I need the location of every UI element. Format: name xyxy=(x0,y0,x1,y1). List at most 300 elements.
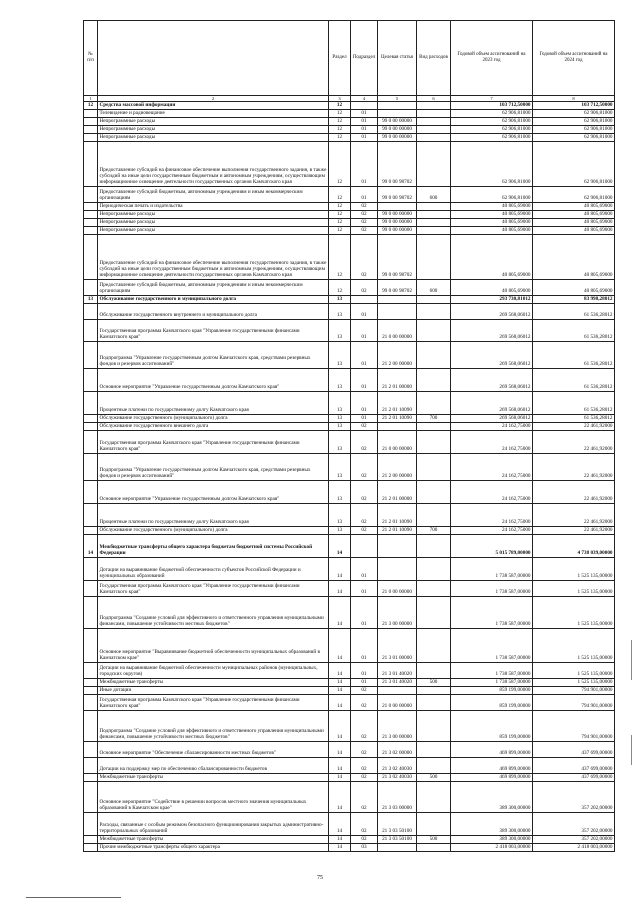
row-number-cell xyxy=(84,758,98,774)
row-volume-2023-cell: 62 906,81000 xyxy=(451,187,533,203)
header-razdel: Раздел xyxy=(329,21,351,96)
row-name-cell: Непрограммные расходы xyxy=(98,211,329,219)
row-target-article-cell: 21 2 01 10090 xyxy=(378,504,417,527)
row-volume-2023-cell: 2 418 003,00000 xyxy=(451,844,533,852)
row-volume-2024-cell: 22 461,92000 xyxy=(533,423,615,431)
table-row xyxy=(84,142,615,187)
row-razdel-cell: 14 xyxy=(329,597,351,629)
row-name-cell: Дотации на поддержку мер по обеспечению сбалансированности бюджетов xyxy=(98,758,329,774)
row-target-article-cell xyxy=(378,423,417,431)
row-number-cell: 12 xyxy=(84,102,98,110)
row-target-article-cell xyxy=(378,203,417,211)
table-row xyxy=(84,454,615,481)
row-name-cell: Периодическая печать и издательства xyxy=(98,203,329,211)
column-number: 6 xyxy=(417,96,451,102)
row-podrazdel-cell: 01 xyxy=(351,320,378,342)
row-target-article-cell xyxy=(378,110,417,118)
row-name-cell: Непрограммные расходы xyxy=(98,227,329,235)
row-podrazdel-cell: 01 xyxy=(351,679,378,687)
column-number: 2 xyxy=(98,96,329,102)
table-row xyxy=(84,782,615,813)
row-volume-2023-cell: 24 162,75000 xyxy=(451,423,533,431)
table-row xyxy=(84,663,615,679)
row-volume-2023-cell: 24 162,75000 xyxy=(451,481,533,504)
row-target-article-cell: 21 3 03 50100 xyxy=(378,836,417,844)
scan-edge-mark xyxy=(631,735,632,765)
row-expense-type-cell: 700 xyxy=(417,415,451,423)
row-podrazdel-cell: 01 xyxy=(351,142,378,187)
row-expense-type-cell xyxy=(417,758,451,774)
row-volume-2023-cell: 269 568,06012 xyxy=(451,415,533,423)
table-row xyxy=(84,126,615,134)
row-volume-2023-cell: 1 738 587,00000 xyxy=(451,679,533,687)
table-row xyxy=(84,774,615,782)
row-name-cell: Прочие межбюджетные трансферты общего характера xyxy=(98,844,329,852)
row-name-cell: Подпрограмма "Управление государственным долгом Камчатского края, средствами резервных фондов и резервов ассигнований" xyxy=(98,342,329,369)
row-name-cell: Основное мероприятие "Управление государственным долгом Камчатского края" xyxy=(98,481,329,504)
row-volume-2024-cell: 40 805,69000 xyxy=(533,280,615,296)
page-number: 75 xyxy=(317,875,323,881)
row-expense-type-cell xyxy=(417,211,451,219)
row-podrazdel-cell: 01 xyxy=(351,392,378,415)
table-row xyxy=(84,211,615,219)
table-row xyxy=(84,597,615,629)
row-razdel-cell: 12 xyxy=(329,187,351,203)
row-expense-type-cell xyxy=(417,118,451,126)
row-name-cell: Предоставление субсидий на финансовое обеспечение выполнения государственного задания, в также субсидий на иные цели государственным бюджетным и автономным учреждениям, осуществляющим информационное освещение деятельности государственных органов Камчатского края xyxy=(98,142,329,187)
column-number: 5 xyxy=(378,96,417,102)
row-podrazdel-cell xyxy=(351,296,378,304)
row-expense-type-cell xyxy=(417,695,451,711)
column-number: 4 xyxy=(351,96,378,102)
row-target-article-cell: 21 3 01 00000 xyxy=(378,629,417,663)
row-volume-2023-cell: 5 015 789,00000 xyxy=(451,535,533,558)
table-row xyxy=(84,280,615,296)
row-podrazdel-cell: 02 xyxy=(351,203,378,211)
row-razdel-cell: 12 xyxy=(329,203,351,211)
row-number-cell xyxy=(84,663,98,679)
row-volume-2024-cell: 61 536,28012 xyxy=(533,342,615,369)
row-volume-2024-cell: 794 901,00000 xyxy=(533,687,615,695)
row-podrazdel-cell: 02 xyxy=(351,211,378,219)
row-volume-2024-cell: 1 525 135,00000 xyxy=(533,663,615,679)
table-row xyxy=(84,481,615,504)
row-razdel-cell: 12 xyxy=(329,118,351,126)
row-target-article-cell: 21 3 00 00000 xyxy=(378,711,417,742)
row-expense-type-cell xyxy=(417,687,451,695)
row-target-article-cell xyxy=(378,296,417,304)
row-name-cell: Основное мероприятие "Содействие в решении вопросов местного значения муниципальных образований в Камчатском крае" xyxy=(98,782,329,813)
row-expense-type-cell xyxy=(417,369,451,392)
row-number-cell xyxy=(84,423,98,431)
row-volume-2023-cell: 269 568,06012 xyxy=(451,304,533,320)
row-volume-2024-cell: 40 805,69000 xyxy=(533,211,615,219)
row-podrazdel-cell: 02 xyxy=(351,454,378,481)
row-number-cell xyxy=(84,431,98,454)
row-razdel-cell: 13 xyxy=(329,342,351,369)
table-row xyxy=(84,392,615,415)
row-volume-2023-cell: 40 805,69000 xyxy=(451,227,533,235)
row-number-cell xyxy=(84,687,98,695)
row-number-cell xyxy=(84,369,98,392)
row-razdel-cell: 14 xyxy=(329,679,351,687)
row-name-cell: Средства массовой информации xyxy=(98,102,329,110)
row-expense-type-cell: 500 xyxy=(417,679,451,687)
row-target-article-cell: 99 0 00 00000 xyxy=(378,219,417,227)
column-number: 8 xyxy=(533,96,615,102)
row-razdel-cell: 14 xyxy=(329,558,351,581)
row-podrazdel-cell: 01 xyxy=(351,304,378,320)
row-volume-2024-cell: 62 906,81000 xyxy=(533,142,615,187)
table-row xyxy=(84,320,615,342)
row-podrazdel-cell: 02 xyxy=(351,423,378,431)
row-number-cell xyxy=(84,134,98,142)
row-number-cell xyxy=(84,110,98,118)
row-volume-2024-cell: 1 525 135,00000 xyxy=(533,629,615,663)
row-name-cell: Государственная программа Камчатского края "Управление государственными финансами Камчатского края" xyxy=(98,431,329,454)
row-volume-2023-cell: 1 738 587,00000 xyxy=(451,581,533,597)
row-target-article-cell: 99 0 00 98702 xyxy=(378,280,417,296)
row-target-article-cell: 21 3 02 40030 xyxy=(378,758,417,774)
row-razdel-cell: 12 xyxy=(329,134,351,142)
row-expense-type-cell xyxy=(417,320,451,342)
header-name xyxy=(98,21,329,96)
row-number-cell xyxy=(84,481,98,504)
row-podrazdel-cell xyxy=(351,102,378,110)
row-name-cell: Межбюджетные трансферты xyxy=(98,836,329,844)
row-number-cell: 14 xyxy=(84,535,98,558)
row-volume-2023-cell: 1 738 587,00000 xyxy=(451,663,533,679)
row-volume-2024-cell: 61 536,28012 xyxy=(533,320,615,342)
row-expense-type-cell xyxy=(417,481,451,504)
row-razdel-cell: 13 xyxy=(329,415,351,423)
row-podrazdel-cell: 03 xyxy=(351,844,378,852)
row-volume-2024-cell: 22 461,92000 xyxy=(533,454,615,481)
row-volume-2023-cell: 24 162,75000 xyxy=(451,504,533,527)
row-number-cell xyxy=(84,782,98,813)
table-row xyxy=(84,629,615,663)
row-name-cell: Подпрограмма "Создание условий для эффективного и ответственного управления муниципальными финансами, повышение устойчивости местных бюджетов" xyxy=(98,711,329,742)
row-volume-2023-cell: 389 300,00000 xyxy=(451,813,533,836)
row-number-cell xyxy=(84,695,98,711)
table-row xyxy=(84,742,615,758)
row-podrazdel-cell: 02 xyxy=(351,813,378,836)
row-volume-2023-cell: 469 899,00000 xyxy=(451,758,533,774)
row-volume-2023-cell: 859 199,00000 xyxy=(451,687,533,695)
table-row xyxy=(84,203,615,211)
row-number-cell xyxy=(84,342,98,369)
row-target-article-cell xyxy=(378,558,417,581)
row-name-cell: Основное мероприятие "Обеспечение сбалансированности местных бюджетов" xyxy=(98,742,329,758)
row-expense-type-cell xyxy=(417,203,451,211)
footer-rule xyxy=(26,897,121,898)
row-volume-2024-cell: 22 461,92000 xyxy=(533,527,615,535)
column-number: 1 xyxy=(84,96,98,102)
row-target-article-cell: 99 0 00 00000 xyxy=(378,227,417,235)
row-target-article-cell: 21 2 01 10090 xyxy=(378,392,417,415)
row-podrazdel-cell: 02 xyxy=(351,836,378,844)
row-podrazdel-cell: 01 xyxy=(351,597,378,629)
row-name-cell: Дотации на выравнивание бюджетной обеспеченности субъектов Российской Федерации и муниципальных образований xyxy=(98,558,329,581)
table-row xyxy=(84,102,615,110)
table-row xyxy=(84,581,615,597)
row-name-cell: Процентные платежи по государственному долгу Камчатского края xyxy=(98,504,329,527)
row-target-article-cell: 21 0 00 00000 xyxy=(378,695,417,711)
row-target-article-cell xyxy=(378,687,417,695)
row-number-cell xyxy=(84,211,98,219)
row-volume-2023-cell: 62 906,81000 xyxy=(451,134,533,142)
column-number: 7 xyxy=(451,96,533,102)
row-volume-2023-cell: 269 568,06012 xyxy=(451,392,533,415)
row-expense-type-cell xyxy=(417,629,451,663)
row-name-cell: Обслуживание государственного и муниципального долга xyxy=(98,296,329,304)
row-volume-2023-cell: 269 568,06012 xyxy=(451,320,533,342)
table-row xyxy=(84,304,615,320)
row-volume-2023-cell: 40 805,69000 xyxy=(451,211,533,219)
table-row xyxy=(84,758,615,774)
row-expense-type-cell xyxy=(417,431,451,454)
row-expense-type-cell xyxy=(417,663,451,679)
budget-table-container xyxy=(83,20,614,852)
row-expense-type-cell xyxy=(417,227,451,235)
row-expense-type-cell xyxy=(417,581,451,597)
row-target-article-cell: 21 3 02 40030 xyxy=(378,774,417,782)
row-number-cell xyxy=(84,142,98,187)
row-number-cell: 13 xyxy=(84,296,98,304)
row-volume-2023-cell: 1 738 587,00000 xyxy=(451,558,533,581)
row-podrazdel-cell: 01 xyxy=(351,118,378,126)
row-name-cell: Государственная программа Камчатского края "Управление государственными финансами Камчатского края" xyxy=(98,320,329,342)
header-volume-2024: Годовой объем ассигнований на 2024 год xyxy=(533,21,615,96)
row-target-article-cell: 99 0 00 98702 xyxy=(378,142,417,187)
row-volume-2023-cell: 269 568,06012 xyxy=(451,342,533,369)
row-volume-2023-cell: 859 199,00000 xyxy=(451,695,533,711)
row-number-cell xyxy=(84,126,98,134)
row-target-article-cell: 21 3 03 50100 xyxy=(378,813,417,836)
row-expense-type-cell xyxy=(417,454,451,481)
row-name-cell: Предоставление субсидий бюджетным, автономным учреждениям и иным некоммерческим организациям xyxy=(98,280,329,296)
row-razdel-cell: 13 xyxy=(329,504,351,527)
row-razdel-cell: 12 xyxy=(329,227,351,235)
row-expense-type-cell: 500 xyxy=(417,774,451,782)
row-target-article-cell xyxy=(378,844,417,852)
row-podrazdel-cell: 01 xyxy=(351,581,378,597)
row-razdel-cell: 13 xyxy=(329,454,351,481)
row-razdel-cell: 12 xyxy=(329,280,351,296)
row-razdel-cell: 13 xyxy=(329,431,351,454)
table-row xyxy=(84,527,615,535)
row-podrazdel-cell xyxy=(351,535,378,558)
table-row xyxy=(84,813,615,836)
row-volume-2024-cell: 437 699,00000 xyxy=(533,742,615,758)
table-row xyxy=(84,187,615,203)
row-number-cell xyxy=(84,836,98,844)
row-target-article-cell xyxy=(378,535,417,558)
row-expense-type-cell xyxy=(417,813,451,836)
row-expense-type-cell xyxy=(417,219,451,227)
row-razdel-cell: 12 xyxy=(329,142,351,187)
row-volume-2024-cell: 22 461,92000 xyxy=(533,431,615,454)
row-razdel-cell: 13 xyxy=(329,423,351,431)
row-razdel-cell: 14 xyxy=(329,687,351,695)
row-name-cell: Предоставление субсидий бюджетным, автономным учреждениям и иным некоммерческим организациям xyxy=(98,187,329,203)
row-volume-2024-cell: 61 536,28012 xyxy=(533,369,615,392)
row-razdel-cell: 14 xyxy=(329,711,351,742)
table-row xyxy=(84,110,615,118)
table-row xyxy=(84,836,615,844)
table-row xyxy=(84,423,615,431)
row-expense-type-cell xyxy=(417,134,451,142)
row-podrazdel-cell: 01 xyxy=(351,342,378,369)
table-row xyxy=(84,369,615,392)
row-volume-2024-cell: 40 805,69000 xyxy=(533,227,615,235)
row-volume-2024-cell: 103 712,50000 xyxy=(533,102,615,110)
row-razdel-cell: 14 xyxy=(329,844,351,852)
row-razdel-cell: 13 xyxy=(329,527,351,535)
table-header-row xyxy=(84,21,615,96)
row-razdel-cell: 14 xyxy=(329,629,351,663)
row-volume-2023-cell: 389 300,00000 xyxy=(451,836,533,844)
row-name-cell: Непрограммные расходы xyxy=(98,118,329,126)
row-volume-2023-cell: 62 906,81000 xyxy=(451,110,533,118)
row-volume-2024-cell: 22 461,92000 xyxy=(533,481,615,504)
row-expense-type-cell xyxy=(417,392,451,415)
row-target-article-cell: 99 0 00 00000 xyxy=(378,126,417,134)
row-volume-2023-cell: 469 899,00000 xyxy=(451,742,533,758)
row-razdel-cell: 14 xyxy=(329,581,351,597)
table-row xyxy=(84,134,615,142)
row-volume-2024-cell: 62 906,81000 xyxy=(533,118,615,126)
row-target-article-cell: 99 0 00 98702 xyxy=(378,187,417,203)
row-podrazdel-cell: 02 xyxy=(351,687,378,695)
row-volume-2024-cell: 357 202,00000 xyxy=(533,813,615,836)
row-razdel-cell: 13 xyxy=(329,481,351,504)
row-volume-2024-cell: 61 536,28012 xyxy=(533,304,615,320)
table-row xyxy=(84,558,615,581)
row-name-cell: Основное мероприятие "Управление государственным долгом Камчатского края" xyxy=(98,369,329,392)
table-row xyxy=(84,219,615,227)
row-target-article-cell: 21 0 00 00000 xyxy=(378,431,417,454)
row-number-cell xyxy=(84,415,98,423)
row-volume-2023-cell: 62 906,81000 xyxy=(451,126,533,134)
header-volume-2023: Годовой объем ассигнований на 2023 год xyxy=(451,21,533,96)
row-number-cell xyxy=(84,304,98,320)
row-podrazdel-cell: 02 xyxy=(351,758,378,774)
row-volume-2024-cell: 83 998,28012 xyxy=(533,296,615,304)
row-podrazdel-cell: 02 xyxy=(351,527,378,535)
table-row xyxy=(84,415,615,423)
row-podrazdel-cell: 02 xyxy=(351,742,378,758)
row-razdel-cell: 14 xyxy=(329,663,351,679)
row-volume-2024-cell: 1 525 135,00000 xyxy=(533,679,615,687)
row-expense-type-cell: 700 xyxy=(417,527,451,535)
row-name-cell: Предоставление субсидий на финансовое обеспечение выполнения государственного задания, в также субсидий на иные цели государственным бюджетным и автономным учреждениям, осуществляющим информационное освещение деятельности государственных органов Камчатского края xyxy=(98,235,329,280)
row-name-cell: Телевидение и радиовещание xyxy=(98,110,329,118)
row-target-article-cell: 21 3 01 40020 xyxy=(378,663,417,679)
row-razdel-cell: 14 xyxy=(329,695,351,711)
row-volume-2023-cell: 469 899,00000 xyxy=(451,774,533,782)
row-volume-2024-cell: 437 699,00000 xyxy=(533,774,615,782)
row-target-article-cell xyxy=(378,102,417,110)
row-volume-2024-cell: 4 738 039,00000 xyxy=(533,535,615,558)
row-target-article-cell: 21 3 01 40020 xyxy=(378,679,417,687)
header-target-article: Целевая статья xyxy=(378,21,417,96)
row-podrazdel-cell: 01 xyxy=(351,663,378,679)
row-target-article-cell: 99 0 00 00000 xyxy=(378,118,417,126)
row-target-article-cell: 21 2 01 00000 xyxy=(378,481,417,504)
row-volume-2023-cell: 24 162,75000 xyxy=(451,454,533,481)
row-volume-2023-cell: 103 712,50000 xyxy=(451,102,533,110)
row-volume-2024-cell: 794 901,00000 xyxy=(533,711,615,742)
row-number-cell xyxy=(84,320,98,342)
row-target-article-cell: 21 2 00 00000 xyxy=(378,342,417,369)
row-expense-type-cell xyxy=(417,782,451,813)
row-volume-2023-cell: 62 906,81000 xyxy=(451,118,533,126)
row-razdel-cell: 12 xyxy=(329,235,351,280)
table-row xyxy=(84,235,615,280)
row-razdel-cell: 14 xyxy=(329,742,351,758)
row-target-article-cell: 99 0 00 00000 xyxy=(378,211,417,219)
row-volume-2023-cell: 62 906,81000 xyxy=(451,142,533,187)
row-volume-2024-cell: 40 805,69000 xyxy=(533,235,615,280)
row-expense-type-cell xyxy=(417,423,451,431)
row-volume-2024-cell: 437 699,00000 xyxy=(533,758,615,774)
row-name-cell: Непрограммные расходы xyxy=(98,219,329,227)
table-row xyxy=(84,504,615,527)
row-razdel-cell: 13 xyxy=(329,304,351,320)
row-expense-type-cell xyxy=(417,504,451,527)
row-razdel-cell: 12 xyxy=(329,110,351,118)
row-name-cell: Межбюджетные трансферты xyxy=(98,679,329,687)
row-volume-2024-cell: 1 525 135,00000 xyxy=(533,558,615,581)
row-expense-type-cell xyxy=(417,304,451,320)
row-podrazdel-cell: 01 xyxy=(351,629,378,663)
row-podrazdel-cell: 01 xyxy=(351,558,378,581)
row-podrazdel-cell: 02 xyxy=(351,431,378,454)
row-target-article-cell: 21 2 01 10090 xyxy=(378,527,417,535)
row-razdel-cell: 14 xyxy=(329,836,351,844)
row-name-cell: Подпрограмма "Создание условий для эффективного и ответственного управления муниципальными финансами, повышение устойчивости местных бюджетов" xyxy=(98,597,329,629)
table-row xyxy=(84,711,615,742)
row-expense-type-cell xyxy=(417,235,451,280)
row-podrazdel-cell: 02 xyxy=(351,481,378,504)
row-volume-2023-cell: 40 805,69000 xyxy=(451,219,533,227)
row-target-article-cell: 99 0 00 00000 xyxy=(378,134,417,142)
row-podrazdel-cell: 02 xyxy=(351,711,378,742)
table-row xyxy=(84,342,615,369)
row-volume-2024-cell: 62 906,81000 xyxy=(533,134,615,142)
row-expense-type-cell xyxy=(417,558,451,581)
row-expense-type-cell xyxy=(417,102,451,110)
row-volume-2023-cell: 40 805,69000 xyxy=(451,235,533,280)
row-name-cell: Подпрограмма "Управление государственным долгом Камчатского края, средствами резервных фондов и резервов ассигнований" xyxy=(98,454,329,481)
row-number-cell xyxy=(84,774,98,782)
row-podrazdel-cell: 01 xyxy=(351,110,378,118)
row-volume-2023-cell: 269 568,06012 xyxy=(451,369,533,392)
row-target-article-cell: 21 3 02 00000 xyxy=(378,742,417,758)
row-number-cell xyxy=(84,219,98,227)
row-volume-2023-cell: 389 300,00000 xyxy=(451,782,533,813)
row-razdel-cell: 14 xyxy=(329,782,351,813)
header-num: № п/п xyxy=(84,21,98,96)
row-volume-2024-cell: 1 525 135,00000 xyxy=(533,597,615,629)
row-target-article-cell: 21 3 00 00000 xyxy=(378,597,417,629)
row-expense-type-cell xyxy=(417,142,451,187)
row-number-cell xyxy=(84,235,98,280)
row-expense-type-cell xyxy=(417,126,451,134)
row-target-article-cell: 21 3 03 00000 xyxy=(378,782,417,813)
row-number-cell xyxy=(84,118,98,126)
